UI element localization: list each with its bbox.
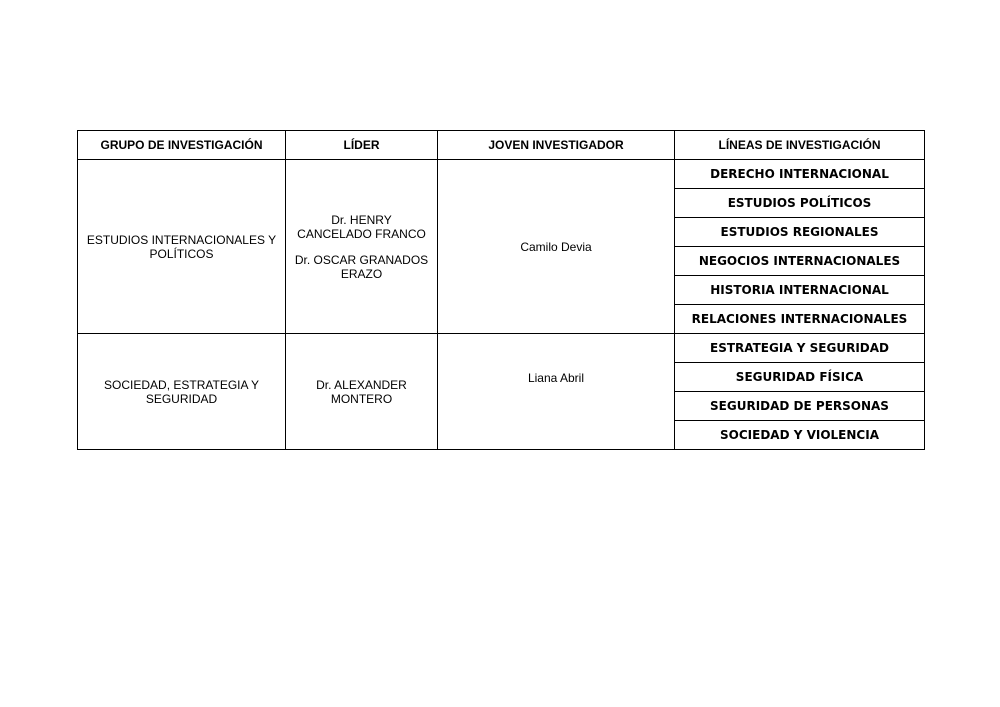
table-row [78, 160, 925, 189]
research-line: SEGURIDAD DE PERSONAS [675, 392, 925, 421]
group-name: ESTUDIOS INTERNACIONALES Y POLÍTICOS [78, 160, 286, 334]
young-researcher: Camilo Devia [438, 160, 675, 334]
header-research-lines: LÍNEAS DE INVESTIGACIÓN [675, 131, 925, 160]
research-line: HISTORIA INTERNACIONAL [675, 276, 925, 305]
group-name: SOCIEDAD, ESTRATEGIA Y SEGURIDAD [78, 334, 286, 450]
research-line: SOCIEDAD Y VIOLENCIA [675, 421, 925, 450]
research-groups-table [77, 130, 925, 450]
table-row [78, 334, 925, 363]
leader-name: Dr. HENRY CANCELADO FRANCO [297, 212, 426, 241]
header-row [78, 131, 925, 160]
leader-name: Dr. OSCAR GRANADOS ERAZO [294, 252, 429, 281]
research-line: ESTRATEGIA Y SEGURIDAD [675, 334, 925, 363]
research-line: ESTUDIOS REGIONALES [675, 218, 925, 247]
research-line: DERECHO INTERNACIONAL [675, 160, 925, 189]
research-line: ESTUDIOS POLÍTICOS [675, 189, 925, 218]
young-researcher: Liana Abril [438, 334, 675, 450]
group-leaders [286, 160, 438, 334]
research-line: SEGURIDAD FÍSICA [675, 363, 925, 392]
header-leader: LÍDER [286, 131, 438, 160]
research-line: RELACIONES INTERNACIONALES [675, 305, 925, 334]
research-line: NEGOCIOS INTERNACIONALES [675, 247, 925, 276]
group-leaders [286, 334, 438, 450]
header-young-researcher: JOVEN INVESTIGADOR [438, 131, 675, 160]
leader-name: Dr. ALEXANDER MONTERO [316, 377, 407, 406]
header-group: GRUPO DE INVESTIGACIÓN [78, 131, 286, 160]
